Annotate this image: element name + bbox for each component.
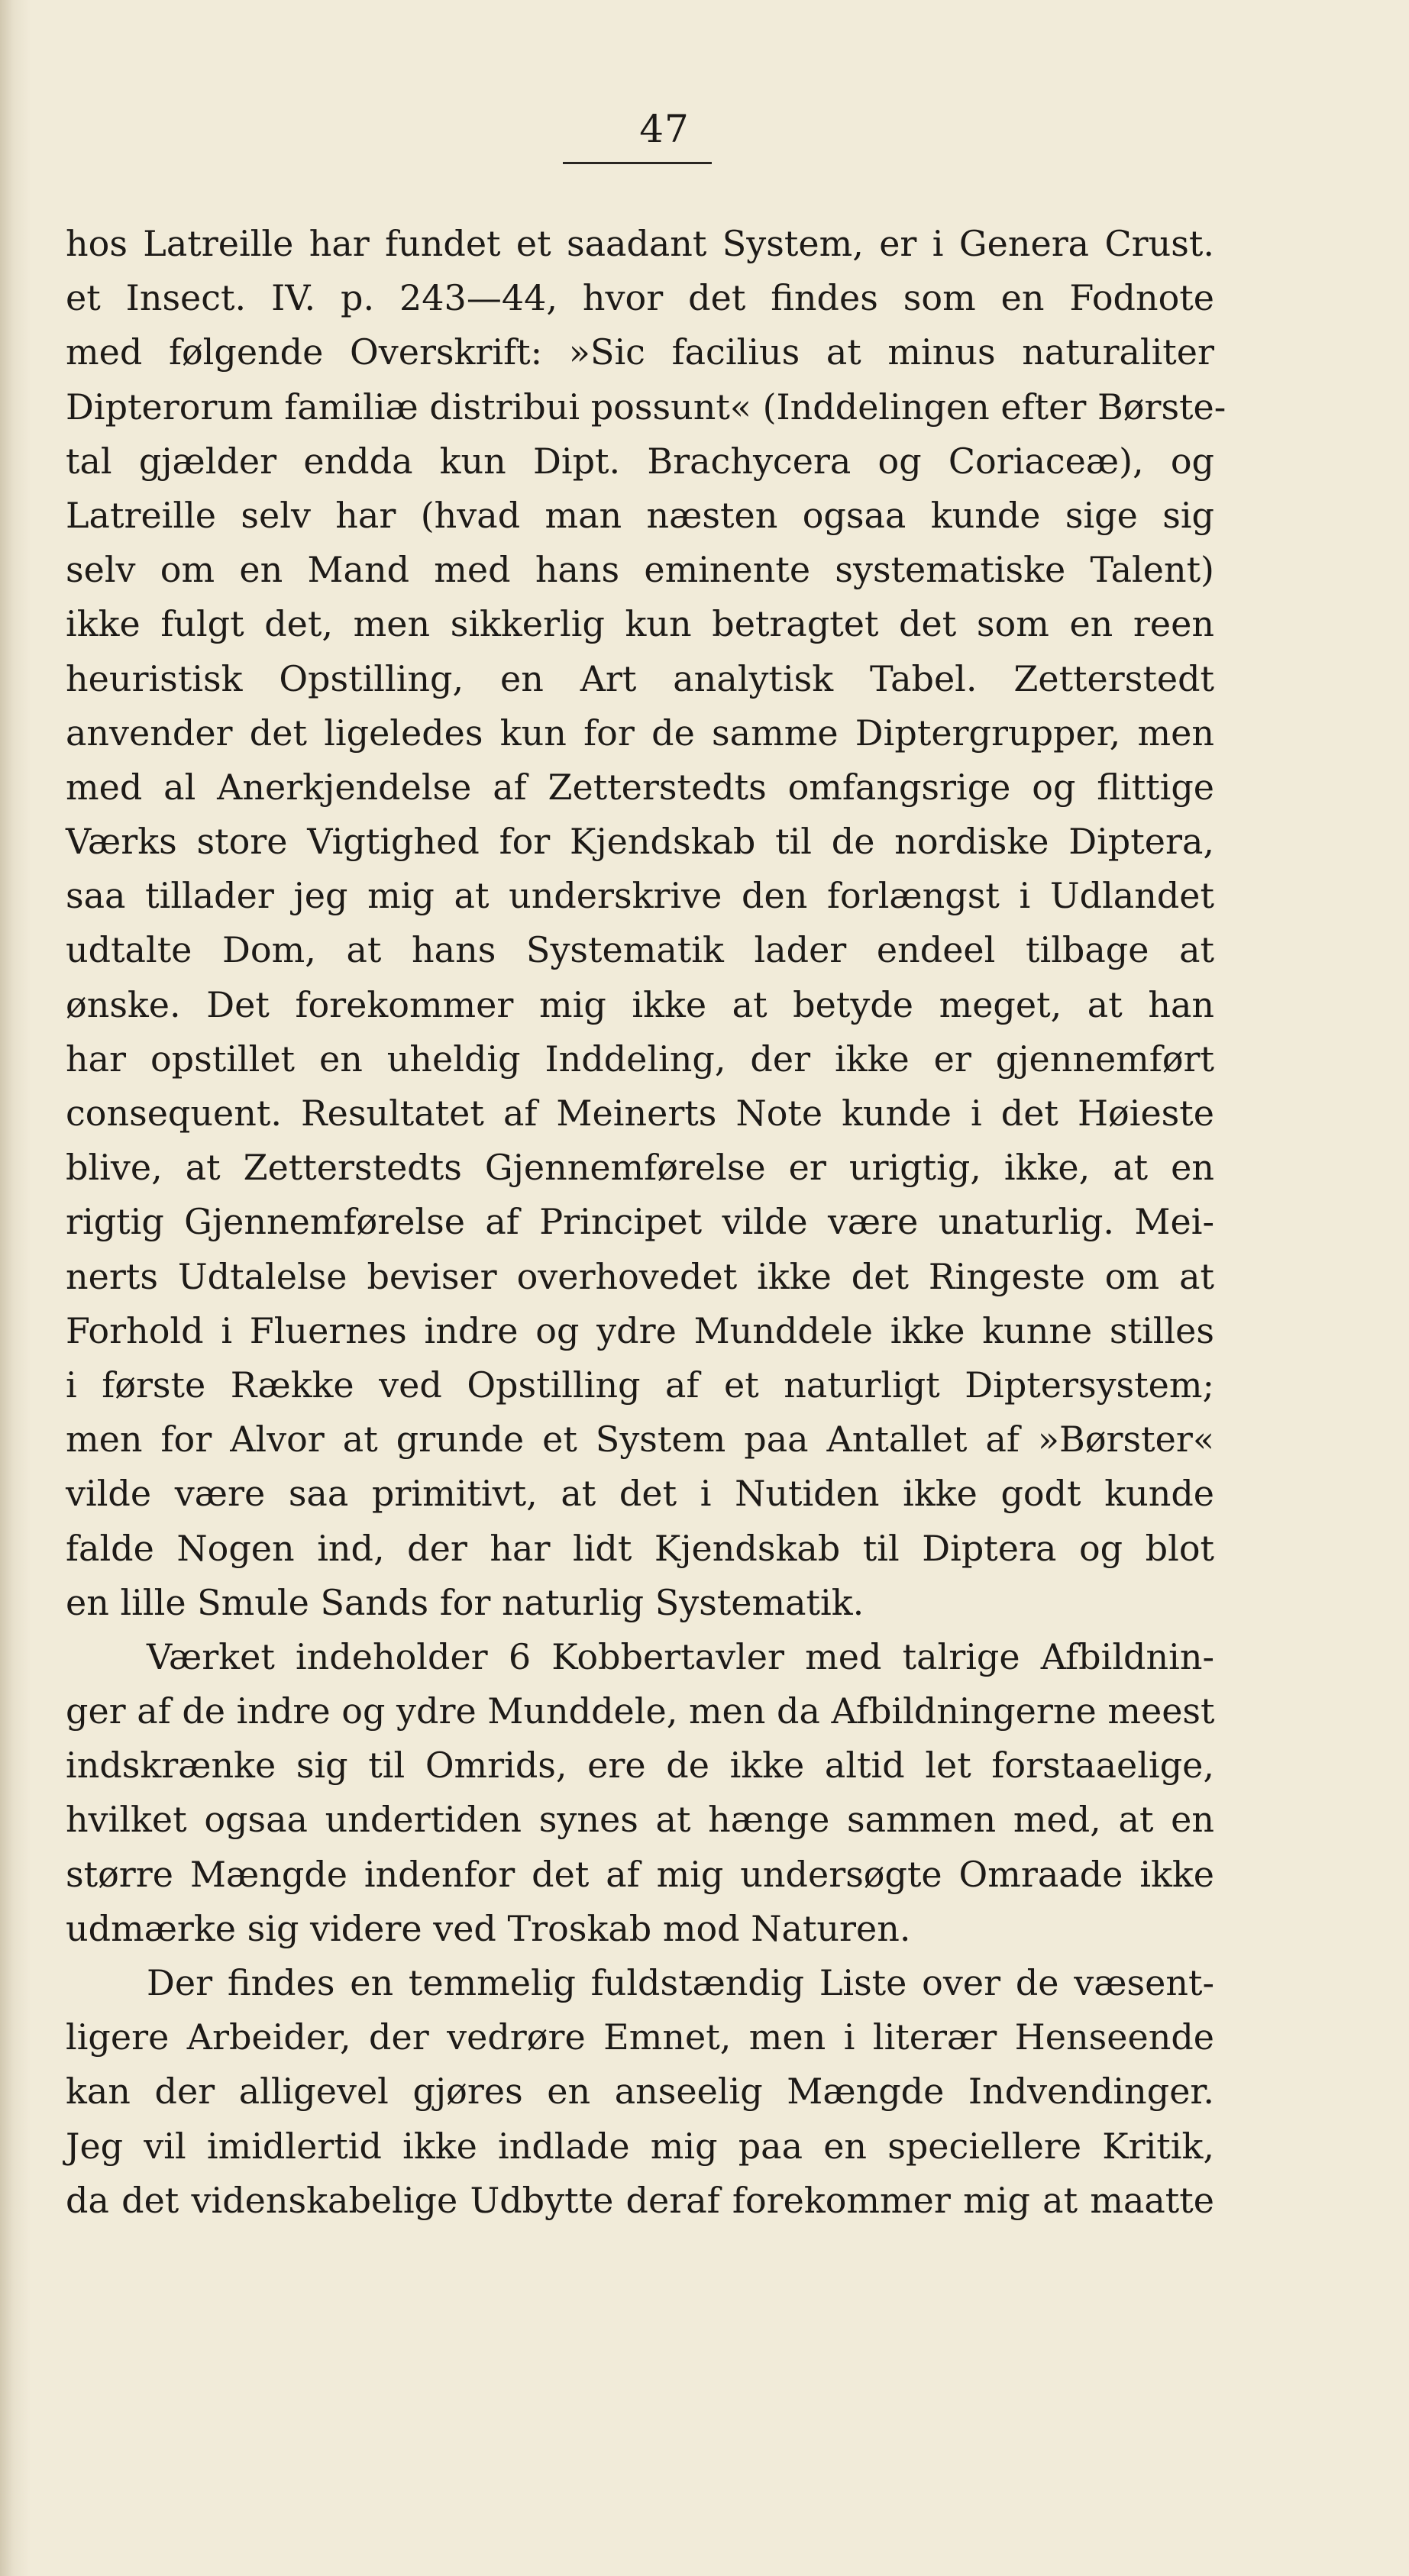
text-line: Dipterorum familiæ distribui possunt« (Inddelingen efter Børste-	[66, 386, 1226, 428]
text-line: ger af de indre og ydre Munddele, men da Afbildningerne meest	[66, 1690, 1215, 1732]
text-line: har opstillet en uheldig Inddeling, der ikke er gjennemført	[66, 1038, 1214, 1080]
text-line: udtalte Dom, at hans Systematik lader endeel tilbage at	[66, 929, 1214, 971]
text-line: ikke fulgt det, men sikkerlig kun betragtet det som en reen	[66, 603, 1214, 645]
text-line: ønske. Det forekommer mig ikke at betyde meget, at han	[66, 983, 1214, 1025]
text-line: en lille Smule Sands for naturlig Systematik.	[66, 1581, 864, 1623]
text-line: ligere Arbeider, der vedrøre Emnet, men i literær Henseende	[66, 2016, 1214, 2058]
text-line: blive, at Zetterstedts Gjennemførelse er urigtig, ikke, at en	[66, 1147, 1214, 1189]
text-line: Værks store Vigtighed for Kjendskab til de nordiske Diptera,	[66, 821, 1214, 863]
text-line: i første Række ved Opstilling af et naturligt Diptersystem;	[66, 1364, 1214, 1406]
page-number: 47	[639, 107, 690, 151]
text-line: kan der alligevel gjøres en anseelig Mængde Indvendinger.	[66, 2071, 1214, 2113]
page-number-rule	[563, 162, 712, 164]
text-line: heuristisk Opstilling, en Art analytisk Tabel. Zetterstedt	[66, 657, 1214, 699]
text-line: et Insect. IV. p. 243—44, hvor det findes som en Fodnote	[66, 277, 1214, 319]
text-line: vilde være saa primitivt, at det i Nutiden ikke godt kunde	[66, 1473, 1214, 1515]
text-line: da det videnskabelige Udbytte deraf forekommer mig at maatte	[66, 2179, 1214, 2221]
text-line: consequent. Resultatet af Meinerts Note kunde i det Høieste	[66, 1093, 1214, 1134]
text-line: selv om en Mand med hans eminente systematiske Talent)	[66, 549, 1214, 591]
text-line: saa tillader jeg mig at underskrive den forlængst i Udlandet	[66, 875, 1214, 917]
text-line: med al Anerkjendelse af Zetterstedts omfangsrige og flittige	[66, 766, 1214, 808]
text-line: tal gjælder endda kun Dipt. Brachycera og Coriaceæ), og	[66, 440, 1214, 482]
text-line: hvilket ogsaa undertiden synes at hænge sammen med, at en	[66, 1799, 1214, 1841]
text-line: udmærke sig videre ved Troskab mod Naturen.	[66, 1907, 911, 1949]
text-line: falde Nogen ind, der har lidt Kjendskab til Diptera og blot	[66, 1527, 1214, 1569]
text-line: indskrænke sig til Omrids, ere de ikke altid let forstaaelige,	[66, 1745, 1214, 1787]
text-line: Jeg vil imidlertid ikke indlade mig paa en speciellere Kritik,	[66, 2125, 1214, 2167]
text-line: Værket indeholder 6 Kobbertavler med talrige Afbildnin-	[147, 1635, 1214, 1677]
text-line: Der findes en temmelig fuldstændig Liste over de væsent-	[147, 1962, 1214, 2003]
text-line: anvender det ligeledes kun for de samme Diptergrupper, men	[66, 712, 1214, 754]
text-line: Latreille selv har (hvad man næsten ogsaa kunde sige sig	[66, 494, 1214, 536]
text-line: nerts Udtalelse beviser overhovedet ikke det Ringeste om at	[66, 1255, 1214, 1297]
text-line: med følgende Overskrift: »Sic facilius at minus naturaliter	[66, 331, 1214, 373]
text-line: større Mængde indenfor det af mig undersøgte Omraade ikke	[66, 1853, 1214, 1895]
body-text	[66, 217, 1226, 2228]
text-line: Forhold i Fluernes indre og ydre Munddele ikke kunne stilles	[66, 1309, 1214, 1351]
text-line: men for Alvor at grunde et System paa Antallet af »Børster«	[66, 1419, 1214, 1461]
text-line: hos Latreille har fundet et saadant System, er i Genera Crust.	[66, 223, 1214, 264]
text-line: rigtig Gjennemførelse af Principet vilde være unaturlig. Mei-	[66, 1201, 1214, 1243]
